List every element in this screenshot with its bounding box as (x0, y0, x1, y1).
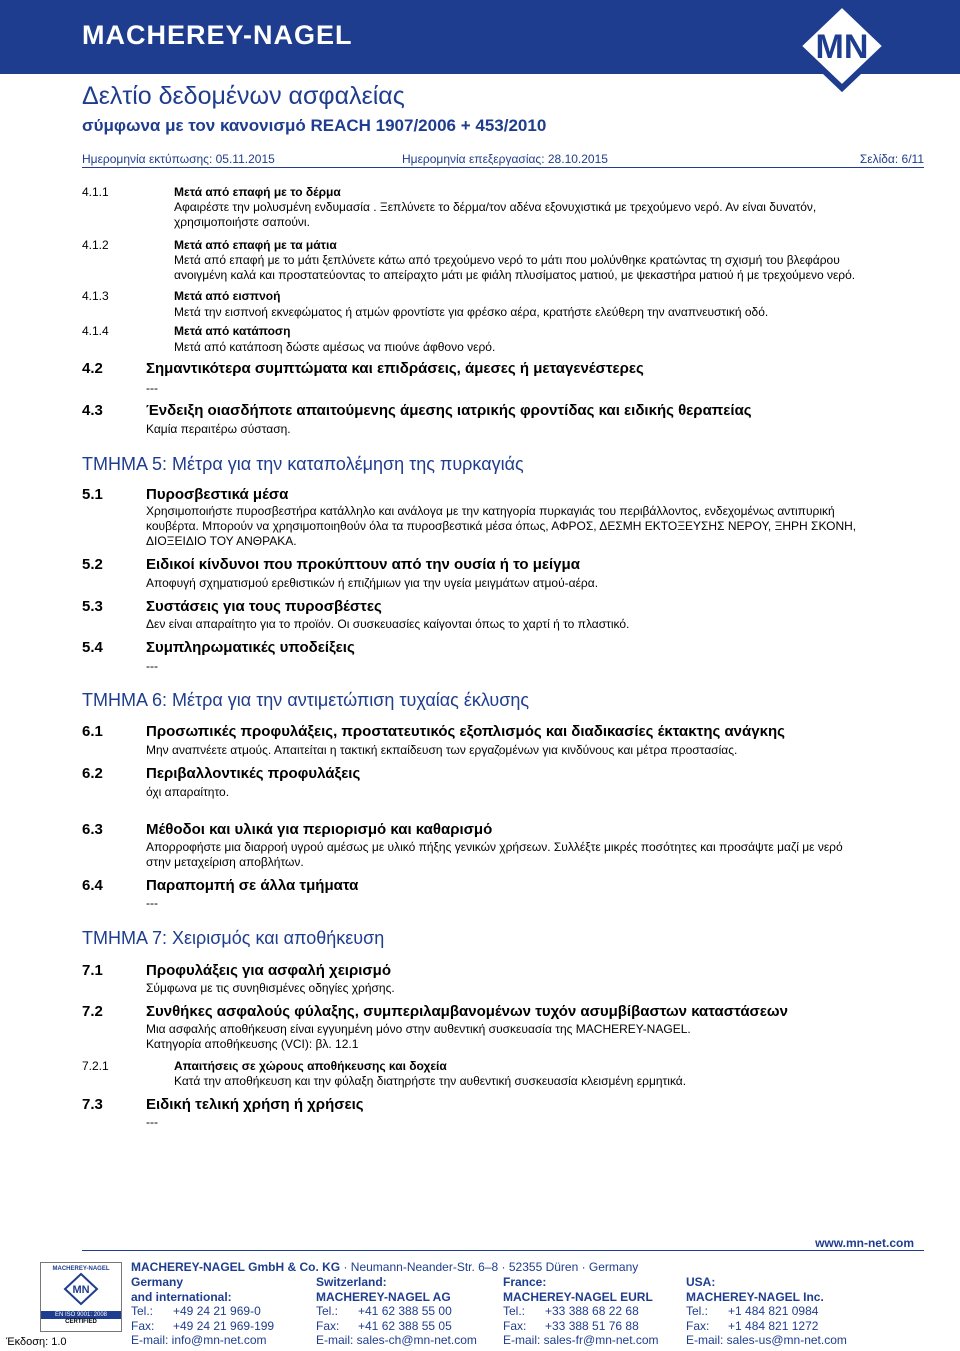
paragraph-line: όχι απαραίτητο. (146, 785, 230, 799)
iso-certificate-badge: MACHEREY-NAGEL MN EN ISO 9001: 2008 CERTIFIED (40, 1262, 122, 1332)
subsection-number: 5.2 (82, 556, 103, 573)
company-name: MACHEREY-NAGEL GmbH & Co. KG (131, 1260, 341, 1274)
paragraph-line: Κατά την αποθήκευση και την φύλαξη διατηρήστε την αυθεντική συσκευασία κλεισμένη ερμητικά. (174, 1074, 687, 1088)
paragraph-line: Δεν είναι απαραίτητο για το προϊόν. Οι συσκευασίες καίγονται όπως το χαρτί ή το πλαστικό. (146, 617, 630, 631)
paragraph-line: Χρησιμοποιήστε πυροσβεστήρα κατάλληλο και ανάλογα με την κατηγορία πυρκαγιάς του περιβάλλοντος, ενδεχομένως αντιπυρική (146, 504, 835, 518)
subsection-title: Παραπομπή σε άλλα τμήματα (146, 877, 359, 894)
paragraph-line: ανοιγμένη καλά και προστατεύοντας το απείραχτο μάτι με φιάλη πλυσίματος ματιού, με ψεκαστήρα ματιού ή με τρεχούμενο νερό. (174, 268, 856, 282)
paragraph-line: --- (146, 896, 158, 910)
paragraph-line: Καμία περαιτέρω σύσταση. (146, 422, 291, 436)
footer-germany: Germany and international: Tel.: +49 24 21 969-0 Fax: +49 24 21 969-199 E-mail: info@mn-net.com (131, 1275, 275, 1347)
paragraph-line: Μετά την εισπνοή εκνεφώματος ή ατμών φροντίστε για φρέσκο αέρα, κρατήστε ελεύθερη την αναπνευστική οδό. (174, 305, 769, 319)
paragraph-line: --- (146, 381, 158, 395)
paragraph-line: στην μεταχείριση αποβλήτων. (146, 855, 304, 869)
subsection-number: 5.1 (82, 486, 103, 503)
page-number: Σελίδα: 6/11 (859, 152, 924, 166)
website-link[interactable]: www.mn-net.com (815, 1236, 914, 1250)
footer-switzerland: Switzerland: MACHEREY-NAGEL AG Tel.: +41 62 388 55 00 Fax: +41 62 388 55 05 E-mail: sales-ch@mn-net.com (316, 1275, 477, 1347)
mn-logo (782, 0, 902, 92)
section-heading: ΤΜΗΜΑ 7: Χειρισμός και αποθήκευση (82, 928, 385, 948)
footer-france: France: MACHEREY-NAGEL EURL Tel.: +33 388 68 22 68 Fax: +33 388 51 76 88 E-mail: sales-fr@mn-net.com (503, 1275, 659, 1347)
subsection-number: 5.3 (82, 598, 103, 615)
subsection-number: 4.1.1 (82, 185, 109, 199)
header-rule (82, 167, 924, 168)
email-link[interactable]: E-mail: info@mn-net.com (131, 1333, 267, 1347)
logo-text: MN (815, 28, 869, 66)
subsection-number: 4.2 (82, 360, 103, 377)
subsection-number: 6.3 (82, 821, 103, 838)
subsection-title: Μετά από επαφή με το δέρμα (174, 185, 341, 199)
subsection-title: Ειδική τελική χρήση ή χρήσεις (146, 1096, 364, 1113)
subsection-title: Ένδειξη οιασδήποτε απαιτούμενης άμεσης ιατρικής φροντίδας και ειδικής θεραπείας (146, 402, 752, 419)
subsection-number: 4.1.4 (82, 324, 109, 338)
paragraph-line: Σύμφωνα με τις συνηθισμένες οδηγίες χρήσης. (146, 981, 395, 995)
paragraph-line: Μια ασφαλής αποθήκευση είναι εγγυημένη μόνο στην αυθεντική συσκευασία της MACHEREY-NAGEL. (146, 1022, 691, 1036)
print-date: Ημερομηνία εκτύπωσης: 05.11.2015 (82, 152, 275, 166)
email-link[interactable]: E-mail: sales-us@mn-net.com (686, 1333, 847, 1347)
document-title: Δελτίο δεδομένων ασφαλείας (82, 82, 405, 110)
subsection-title: Πυροσβεστικά μέσα (146, 486, 289, 503)
email-link[interactable]: E-mail: sales-ch@mn-net.com (316, 1333, 477, 1347)
subsection-title: Συστάσεις για τους πυροσβέστες (146, 598, 382, 615)
subsection-number: 7.2.1 (82, 1059, 109, 1073)
subsection-title: Συνθήκες ασφαλούς φύλαξης, συμπεριλαμβανομένων τυχόν ασυμβίβαστων καταστάσεων (146, 1003, 788, 1020)
subsection-title: Μετά από κατάποση (174, 324, 291, 338)
subsection-number: 7.2 (82, 1003, 103, 1020)
subsection-number: 4.1.3 (82, 289, 109, 303)
subsection-title: Μετά από εισπνοή (174, 289, 281, 303)
paragraph-line: Αφαιρέστε την μολυσμένη ενδυμασία . Ξεπλύνετε το δέρμα/τον αδένα εξονυχιστικά με τρεχούμενο νερό. Αν είναι δυνατόν, (174, 200, 817, 214)
section-heading: ΤΜΗΜΑ 6: Μέτρα για την αντιμετώπιση τυχαίας έκλυσης (82, 690, 530, 710)
subsection-number: 7.3 (82, 1096, 103, 1113)
paragraph-line: ΔΙΟΞΕΙΔΙΟ ΤΟΥ ΑΝΘΡΑΚΑ. (146, 534, 297, 548)
paragraph-line: --- (146, 659, 158, 673)
paragraph-line: κουβέρτα. Μπορούν να χρησιμοποιηθούν όλα τα πυροσβεστικά μέσα όπως, ΑΦΡΟΣ, ΔΕΣΜΗ ΕΚΤΟΞΕΥΣΗΣ ΝΕΡΟΥ, ΞΗΡΗ ΣΚΟΝΗ, (146, 519, 857, 533)
footer-usa: USA: MACHEREY-NAGEL Inc. Tel.: +1 484 821 0984 Fax: +1 484 821 1272 E-mail: sales-us@mn-net.com (686, 1275, 847, 1347)
document-subtitle: σύμφωνα με τον κανονισμό REACH 1907/2006 + 453/2010 (82, 116, 547, 135)
version-label: Έκδοση: 1.0 (6, 1336, 67, 1348)
section-heading: ΤΜΗΜΑ 5: Μέτρα για την καταπολέμηση της πυρκαγιάς (82, 454, 524, 474)
subsection-title: Μετά από επαφή με τα μάτια (174, 238, 337, 252)
cert-logo (41, 1272, 121, 1306)
subsection-title: Μέθοδοι και υλικά για περιορισμό και καθαρισμό (146, 821, 493, 838)
paragraph-line: χρησιμοποιήστε σαπούνι. (174, 215, 310, 229)
subsection-number: 5.4 (82, 639, 103, 656)
subsection-number: 4.1.2 (82, 238, 109, 252)
company-address: · Neumann-Neander-Str. 6–8 · 52355 Düren · Germany (340, 1260, 639, 1274)
footer-rule (82, 1250, 924, 1251)
subsection-title: Προσωπικές προφυλάξεις, προστατευτικός εξοπλισμός και διαδικασίες έκτακτης ανάγκης (146, 723, 785, 740)
subsection-title: Ειδικοί κίνδυνοι που προκύπτουν από την ουσία ή το μείγμα (146, 556, 580, 573)
paragraph-line: --- (146, 1115, 158, 1129)
paragraph-line: Μετά από κατάποση δώστε αμέσως να πιούνε άφθονο νερό. (174, 340, 496, 354)
paragraph-line: Απορροφήστε μια διαρροή υγρού αμέσως με υλικό πήξης γενικών χρήσεων. Συλλέξτε μικρές ποσότητες και προσάψτε μαζί με νερό (146, 840, 843, 854)
paragraph-line: Αποφυγή σχηματισμού ερεθιστικών ή επιζήμιων για την υγεία μειγμάτων ατμού-αέρα. (146, 576, 599, 590)
subsection-number: 6.2 (82, 765, 103, 782)
subsection-number: 6.1 (82, 723, 103, 740)
svg-text:MN: MN (72, 1284, 90, 1296)
brand-name: MACHEREY-NAGEL (82, 20, 353, 50)
paragraph-line: Μην αναπνέετε ατμούς. Απαιτείται η τακτική εκπαίδευση των εργαζομένων για κινδύνους και μέτρα προστασίας. (146, 743, 738, 757)
paragraph-line: Κατηγορία αποθήκευσης (VCI): βλ. 12.1 (146, 1037, 359, 1051)
revision-date: Ημερομηνία επεξεργασίας: 28.10.2015 (402, 152, 608, 166)
subsection-number: 4.3 (82, 402, 103, 419)
email-link[interactable]: E-mail: sales-fr@mn-net.com (503, 1333, 659, 1347)
subsection-title: Σημαντικότερα συμπτώματα και επιδράσεις, άμεσες ή μεταγενέστερες (146, 360, 644, 377)
subsection-title: Προφυλάξεις για ασφαλή χειρισμό (146, 962, 392, 979)
subsection-number: 6.4 (82, 877, 103, 894)
subsection-title: Απαιτήσεις σε χώρους αποθήκευσης και δοχεία (174, 1059, 447, 1073)
subsection-title: Περιβαλλοντικές προφυλάξεις (146, 765, 361, 782)
subsection-number: 7.1 (82, 962, 103, 979)
paragraph-line: Μετά από επαφή με το μάτι ξεπλύνετε κάτω από τρεχούμενο νερό το μάτι που μολύνθηκε κρατώντας τη σχισμή του βλεφάρου (174, 253, 840, 267)
subsection-title: Συμπληρωματικές υποδείξεις (146, 639, 355, 656)
